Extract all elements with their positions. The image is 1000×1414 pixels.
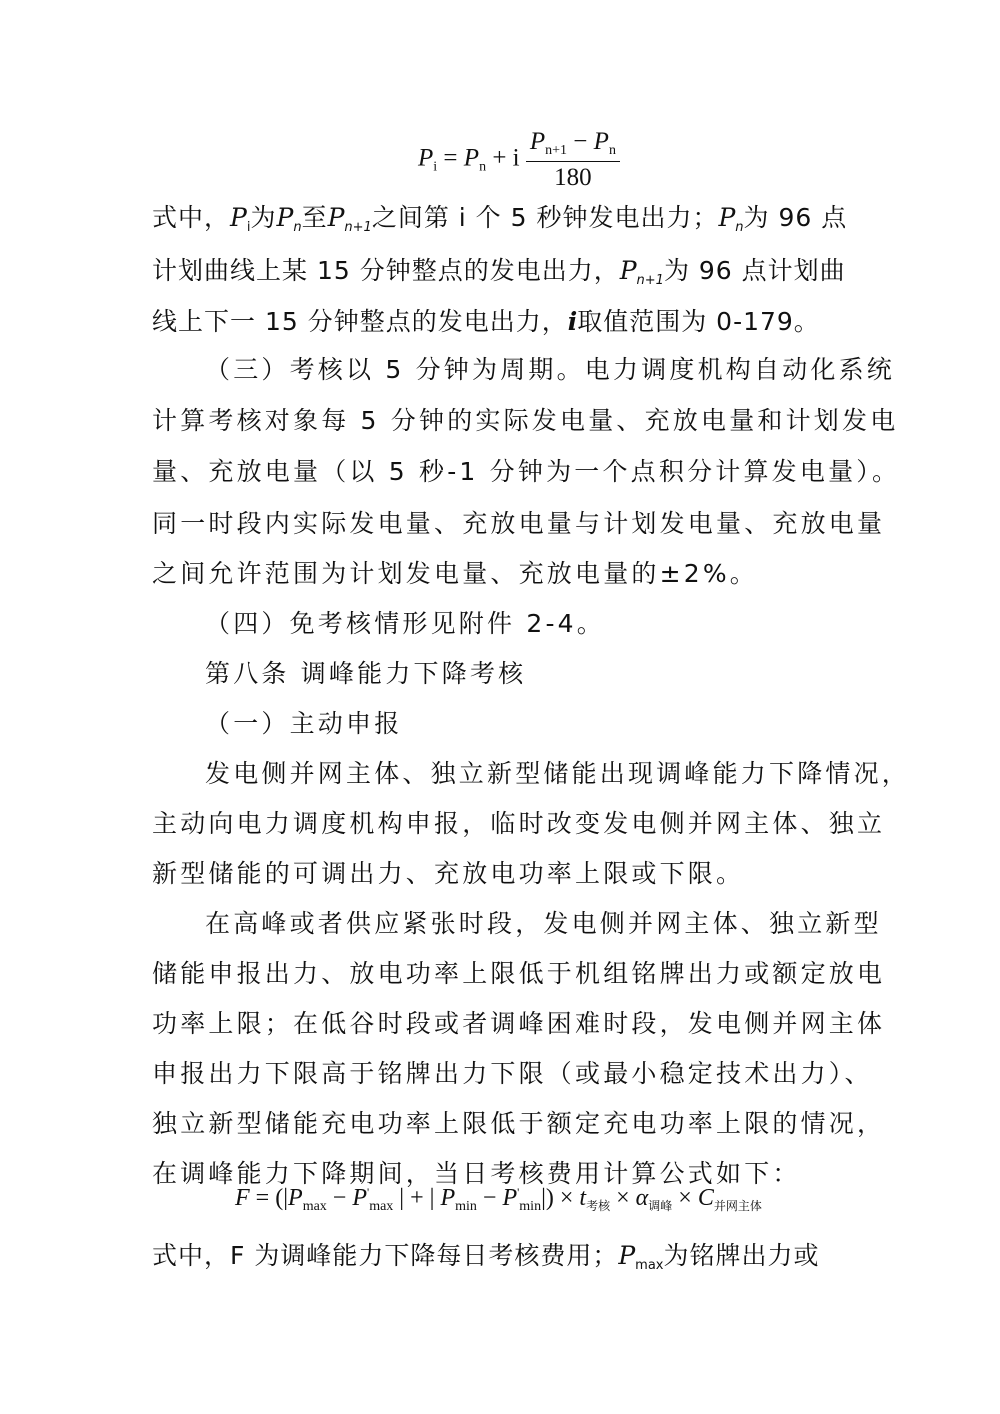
text-line: 式中，$P_i$为$P_n$至$P_{n+1}$之间第 i 个 5 秒钟发电出力；$P_n$为 96 点: [152, 203, 848, 235]
formula-var: P: [529, 128, 546, 155]
formula-sub: n: [479, 159, 487, 175]
text-line: （四）免考核情形见附件 2-4。: [205, 609, 605, 638]
text-line: 式中，F 为调峰能力下降每日考核费用；$P_{max}$为铭牌出力或: [152, 1241, 820, 1273]
text-line: （三）考核以 5 分钟为周期。电力调度机构自动化系统: [205, 355, 896, 384]
formula-var: P: [463, 144, 480, 172]
formula-op: + i: [492, 144, 520, 172]
formula-var: P: [593, 128, 609, 155]
formula-op: =: [443, 144, 458, 172]
text-line: 发电侧并网主体、独立新型储能出现调峰能力下降情况，: [205, 759, 911, 788]
section-heading: （一）主动申报: [205, 709, 403, 738]
text-line: 储能申报出力、放电功率上限低于机组铭牌出力或额定放电: [152, 959, 886, 988]
text-line: 独立新型储能充电功率上限低于额定充电功率上限的情况，: [152, 1109, 886, 1138]
text-line: 功率上限；在低谷时段或者调峰困难时段，发电侧并网主体: [152, 1009, 886, 1038]
text-line: 量、充放电量（以 5 秒-1 分钟为一个点积分计算发电量）。: [152, 457, 901, 486]
formula-f: $F = (|P_{max} - P'_{max}$ | + | $P_{min} - P'_{min}|) \times t_{考核} \times \alpha_{调峰} \times C_{并网主体}$: [235, 1185, 762, 1214]
formula-sub: n: [608, 143, 616, 158]
fraction-denominator: 180: [554, 164, 592, 191]
formula-sub: i: [433, 159, 438, 175]
text-line: 同一时段内实际发电量、充放电量与计划发电量、充放电量: [152, 509, 886, 538]
article-heading: 第八条 调峰能力下降考核: [205, 659, 527, 688]
text-line: 计算考核对象每 5 分钟的实际发电量、充放电量和计划发电: [152, 406, 899, 435]
text-line: 在高峰或者供应紧张时段，发电侧并网主体、独立新型: [205, 909, 882, 938]
formula-fraction: [526, 128, 620, 192]
formula-sub: n+1: [545, 143, 568, 158]
formula-op: −: [573, 128, 588, 155]
text-line: 计划曲线上某 15 分钟整点的发电出力，$P_{n+1}$为 96 点计划曲: [152, 256, 846, 288]
text-line: 线上下一 15 分钟整点的发电出力，i取值范围为 0-179。: [152, 307, 820, 336]
text-line: 申报出力下限高于铭牌出力下限（或最小稳定技术出力）、: [152, 1059, 873, 1088]
text-line: 主动向电力调度机构申报，临时改变发电侧并网主体、独立: [152, 809, 886, 838]
formula-var: P: [418, 144, 434, 172]
fraction-numerator: [526, 128, 620, 162]
text-line: 之间允许范围为计划发电量、充放电量的±2%。: [152, 559, 759, 588]
text-line: 在调峰能力下降期间，当日考核费用计算公式如下：: [152, 1159, 801, 1188]
formula-pi: [418, 128, 620, 192]
text-line: 新型储能的可调出力、充放电功率上限或下限。: [152, 859, 745, 888]
